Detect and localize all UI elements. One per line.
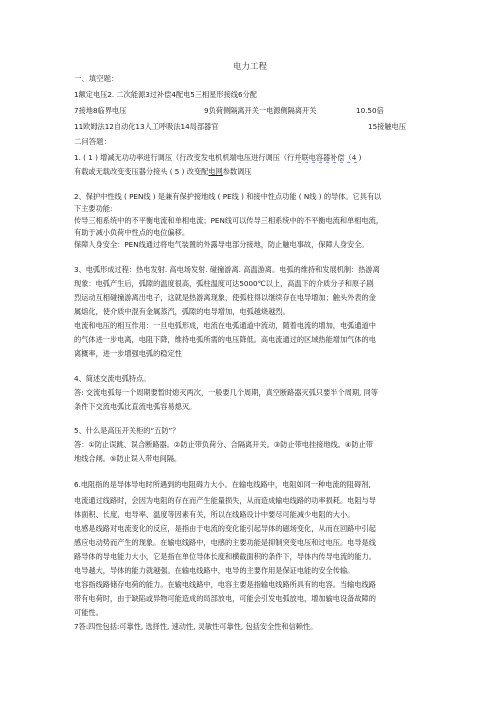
fill-section-heading: 一、填空题： [74, 74, 119, 83]
fill-answer-line-3-tail: 15接触电压 [368, 122, 406, 131]
q3-line: 离概率，进一步增强电弧的稳定性 [74, 349, 182, 358]
q3-line: 电流和电压的相互作用：一旦电弧形成，电流在电弧通道中流动，随着电流的增加，电弧通道中 [74, 321, 376, 330]
q2-line: 下主要功能: [74, 204, 113, 213]
q4-line: 条件下交流电弧比直流电弧容易熄灭。 [74, 402, 197, 411]
q2-line: 有助于减小负荷中性点的电位偏移。 [74, 228, 190, 237]
q1-link-capacitor[interactable]: 并联电容器补偿（4 ) [294, 153, 362, 162]
q6-line: 电感是线路对电流变化的反应，是指由于电流的变化能引起导体的磁场变化，从而在回路中引起 [74, 524, 376, 533]
q3-line: 现象：电弧产生后，弧隙的温度很高，弧柱温度可达5000℃以上，高温下的介质分子和原子剧 [74, 279, 374, 288]
q1-link-grid[interactable]: 电网 [208, 167, 223, 176]
q2-line: 2、保护中性线 ( PEN线 ) 是兼有保护接地线 ( PE线 ) 和接中性点功能 ( N线 ) 的导体。它具有以 [74, 192, 382, 201]
q4-line: 答: 交流电弧每一个周期要暂时熄灭两次，一般要几个周期，真空断路器灭弧只要半个周期, 同等 [74, 388, 378, 397]
q6-line: 电容指线路储存电荷的能力。在输电线路中，电容主要是指输电线路所具有的电容。当输电线路 [74, 580, 376, 589]
q6-line: 带有电荷时，由于缺陷或异物可能造成的局部放电，可能会引发电弧放电，增加输电设备故障的 [74, 594, 376, 603]
fill-answer-line-2-part-3: 10.50倍 [356, 106, 384, 115]
q5-line: 答：①防止误跳、误合断路器。②防止带负荷分、合隔离开关。③防止带电挂接地线。④防止带 [74, 440, 373, 449]
q2-line: 传导三相系统中的不平衡电流和单相电流；PEN线可以传导三相系统中的不平衡电流和单相电流， [74, 216, 383, 225]
q2-line: 保障人身安全：PEN线通过将电气装置的外露导电部分接地，防止触电事故，保障人身安全。 [74, 240, 369, 249]
q1-line-2-text: 有载或无载改变变压器分接头 ( 5 ) 改变配 [74, 167, 209, 176]
q5-line: 5、什么是高压开关柜的“五防”？ [74, 426, 180, 435]
q6-line: 感应电动势而产生的现象。在输电线路中，电感的主要功能是抑制突变电压和过电压。电导是线 [74, 538, 376, 547]
q5-line: 地线合闸。⑤防止误入带电间隔。 [74, 454, 182, 463]
q6-line: 可能性。 [74, 608, 103, 617]
q1-line-1 [74, 153, 430, 163]
answer-section-heading: 二问答题： [74, 137, 111, 146]
fill-answer-line-2-part-2: 9负荷侧隔离开关一电源侧隔离开关 [204, 106, 317, 115]
q1-line-2-tail: 参数调压 [222, 167, 252, 176]
page-title: 电力工程 [232, 62, 267, 72]
q3-line: 属熔化，使介质中混有金属蒸汽，弧隙的电导增加，电弧越烧越烈。 [74, 307, 290, 316]
q6-line: 6.电阻指的是导体导电时所遇到的电阻碍力大小。在输电线路中，电阻如同一种电流的阻碍剂, [74, 480, 371, 489]
fill-answer-line-2-part-1: 7接地8临界电压 [74, 106, 127, 115]
q3-line: 3、电弧形成过程：热电发射. 高电场发射. 碰撞游离. 高温游离。电弧的维持和发展机制：热游离 [74, 265, 380, 274]
q6-line: 路导体的导电能力大小，它是指在单位导体长度和横截面积的条件下，导体内传导电流的能力。 [74, 552, 376, 561]
q3-line: 的气体进一步电离，电阻下降，维持电弧所需的电压降低。高电流通过的区域热能增加气体的电 [74, 335, 376, 344]
q7-line: 7答:四性包括:可靠性, 选择性, 速动性, 灵敏性可靠性, 包括安全性和信赖性。 [74, 622, 318, 631]
fill-answer-line-1: 1额定电压2. 二次能源3过补偿4配电5三相星形接线6分配 [74, 90, 257, 99]
q3-line: 烈运动互相碰撞游离出电子，这就是热游离现象，使弧柱得以继续存在电导增加；触头外表的金 [74, 293, 376, 302]
q6-line: 电导越大，导体的能力就越强。在输电线路中，电导的主要作用是保证电能的安全传输。 [74, 566, 355, 575]
q6-line: 电流通过线路时，会因为电阻的存在而产生能量损失，从而造成输电线路的功率损耗。电阻与导 [74, 496, 376, 505]
q4-line: 4、简述交流电弧特点。 [74, 374, 151, 383]
q1-line-1-text: 1. ( 1 ) 增减无功功率进行调压（行改变发电机机端电压进行调压（行 [74, 153, 295, 162]
q1-line-2 [74, 167, 430, 177]
fill-answer-line-3: 11欧姆法12自动化13人工呼吸法14局部器官 [74, 122, 219, 131]
q6-line: 体面积、长度、电导率、温度等因素有关，所以在线路设计中要尽可能减少电阻的大小。 [74, 510, 355, 519]
